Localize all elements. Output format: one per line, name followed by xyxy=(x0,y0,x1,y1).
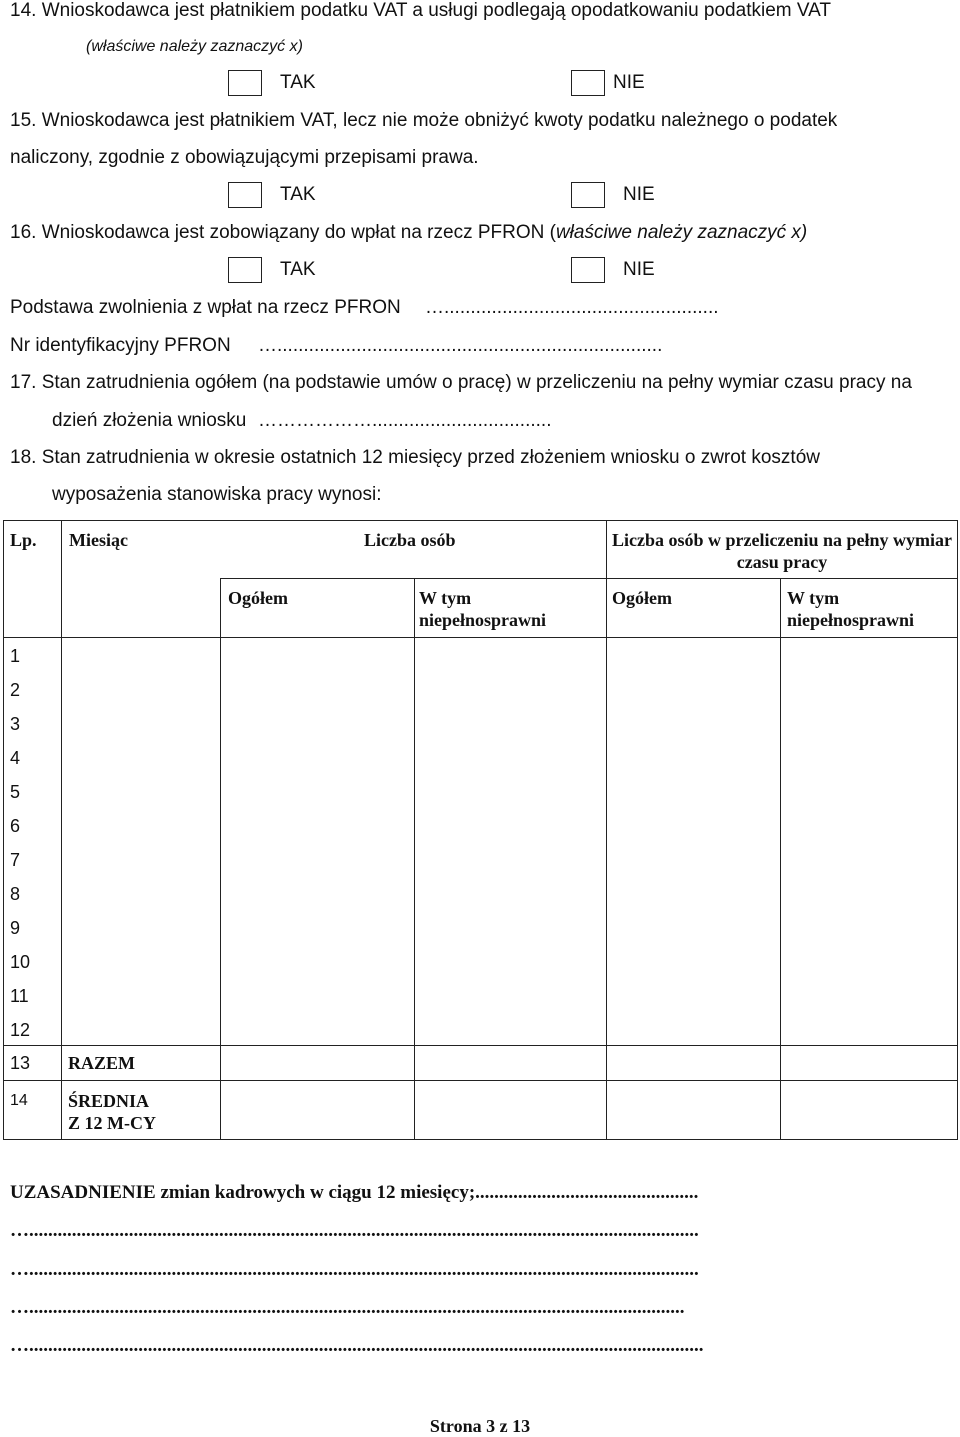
row-average-l2: Z 12 M-CY xyxy=(68,1113,156,1133)
q15-text-line1: 15. Wnioskodawca jest płatnikiem VAT, lecz nie może obniżyć kwoty podatku należnego o podatek xyxy=(10,110,838,131)
q18-text-line1: 18. Stan zatrudnienia w okresie ostatnich 12 miesięcy przed złożeniem wniosku o zwrot kosztów xyxy=(10,447,820,468)
row-total-label: RAZEM xyxy=(68,1053,135,1073)
table-row-number: 2 xyxy=(10,680,21,700)
table-row-number: 9 xyxy=(10,918,21,938)
pfron-exemption-label: Podstawa zwolnienia z wpłat na rzecz PFRON xyxy=(10,297,401,318)
q15-no-label: NIE xyxy=(623,184,655,205)
q15-yes-label: TAK xyxy=(280,184,316,205)
q16-yes-label: TAK xyxy=(280,259,316,280)
table-row-number: 13 xyxy=(10,1053,31,1073)
q14-no-label: NIE xyxy=(613,72,645,93)
q18-text-line2: wyposażenia stanowiska pracy wynosi: xyxy=(52,484,382,505)
pfron-id-label: Nr identyfikacyjny PFRON xyxy=(10,335,231,356)
th-month: Miesiąc xyxy=(69,530,128,550)
th-persons-total: Ogółem xyxy=(228,588,288,608)
table-row-number: 1 xyxy=(10,646,21,666)
q16-note: właściwe należy zaznaczyć x) xyxy=(555,222,808,243)
q14-text: 14. Wnioskodawca jest płatnikiem podatku VAT a usługi podlegają opodatkowaniu podatkiem VAT xyxy=(10,0,831,21)
table-row-number: 4 xyxy=(10,748,21,768)
table-row-number: 5 xyxy=(10,782,21,802)
q16-no-label: NIE xyxy=(623,259,655,280)
table-row-number: 6 xyxy=(10,816,21,836)
th-persons: Liczba osób xyxy=(364,530,456,550)
th-persons-disabled-l1: W tym xyxy=(419,588,472,608)
th-fte-disabled xyxy=(787,587,914,631)
th-persons-disabled-l2: niepełnosprawni xyxy=(419,610,547,630)
page-number: Strona 3 z 13 xyxy=(429,1416,531,1436)
q17-field[interactable]: ……………….................................. xyxy=(258,410,552,431)
table-row-number: 11 xyxy=(10,986,29,1006)
q14-note: (właściwe należy zaznaczyć x) xyxy=(86,38,303,55)
table-row-number: 3 xyxy=(10,714,21,734)
th-lp: Lp. xyxy=(10,530,37,550)
th-fte-disabled-l1: W tym xyxy=(787,588,840,608)
q14-yes-label: TAK xyxy=(280,72,316,93)
pfron-exemption-field[interactable]: ….................................................... xyxy=(425,297,719,318)
justification-field-3[interactable]: …............................................................................................................................................. xyxy=(10,1259,699,1280)
justification-label-text: UZASADNIENIE zmian kadrowych w ciągu 12 miesięcy; xyxy=(10,1182,476,1203)
th-fte-total: Ogółem xyxy=(612,588,672,608)
table-row-number: 10 xyxy=(10,952,31,972)
table-row-number: 7 xyxy=(10,850,21,870)
justification-field-4[interactable]: ….......................................................................................................................................... xyxy=(10,1297,685,1318)
q16-text-main: 16. Wnioskodawca jest zobowiązany do wpłat na rzecz PFRON ( xyxy=(10,222,556,243)
table-row-number: 14 xyxy=(10,1092,28,1109)
table-row-number: 8 xyxy=(10,884,21,904)
row-average-l1: ŚREDNIA xyxy=(68,1091,150,1111)
table-row-number: 12 xyxy=(10,1020,31,1040)
q15-text-line2: naliczony, zgodnie z obowiązującymi przepisami prawa. xyxy=(10,147,479,168)
q17-text-line1: 17. Stan zatrudnienia ogółem (na podstawie umów o pracę) w przeliczeniu na pełny wymiar czasu pracy na xyxy=(10,372,912,393)
row-average-label xyxy=(68,1090,156,1134)
th-fte-disabled-l2: niepełnosprawni xyxy=(787,610,915,630)
justification-field-2[interactable]: …............................................................................................................................................. xyxy=(10,1220,699,1241)
justification-field-1[interactable]: ............................................... xyxy=(475,1182,699,1203)
th-fte: Liczba osób w przeliczeniu na pełny wymiar czasu pracy xyxy=(612,530,952,572)
justification-label xyxy=(10,1182,698,1204)
q17-text-line2: dzień złożenia wniosku xyxy=(52,410,247,431)
th-persons-disabled xyxy=(419,587,546,631)
justification-field-5[interactable]: ….............................................................................................................................................. xyxy=(10,1335,704,1356)
pfron-id-field[interactable]: …......................................................................... xyxy=(258,335,663,356)
